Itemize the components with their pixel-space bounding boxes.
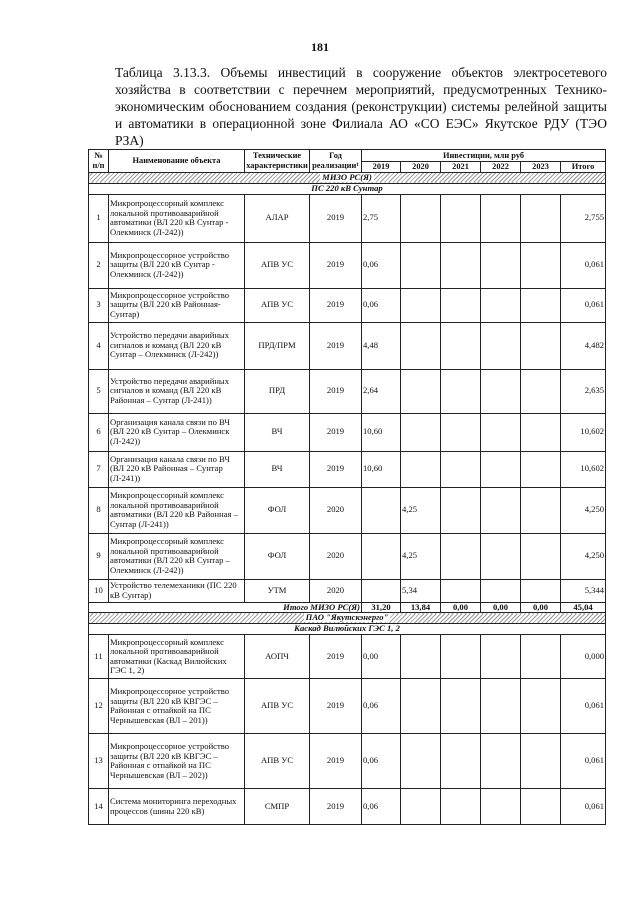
- row-object-name: Устройство телемеханики (ПС 220 кВ Сунтар): [109, 579, 245, 602]
- row-year: 2019: [310, 242, 362, 288]
- table-row: [89, 451, 606, 487]
- row-number: 9: [89, 533, 109, 579]
- row-value-2019: 0,00: [362, 635, 401, 679]
- row-value-2022: [481, 288, 521, 322]
- row-year: 2020: [310, 487, 362, 533]
- row-tech-spec: ФОЛ: [245, 487, 310, 533]
- row-number: 7: [89, 451, 109, 487]
- table-row: [89, 789, 606, 825]
- row-value-2020: 4,25: [401, 533, 441, 579]
- row-year: 2019: [310, 322, 362, 369]
- row-tech-spec: ВЧ: [245, 413, 310, 451]
- row-value-2021: [441, 288, 481, 322]
- row-year: 2019: [310, 679, 362, 734]
- row-value-2020: [401, 789, 441, 825]
- row-value-2022: [481, 451, 521, 487]
- header-total-col: Итого: [561, 162, 606, 173]
- row-year: 2019: [310, 451, 362, 487]
- row-value-2019: 10,60: [362, 451, 401, 487]
- row-value-2021: [441, 194, 481, 242]
- row-value-2023: [521, 413, 561, 451]
- row-object-name: Микропроцессорный комплекс локальной противоаварийной автоматики (ВЛ 220 кВ Сунтар – Олекминск (Л-242)): [109, 533, 245, 579]
- row-tech-spec: АПВ УС: [245, 288, 310, 322]
- row-value-2023: [521, 679, 561, 734]
- row-value-2020: 5,34: [401, 579, 441, 602]
- section-title: МИЗО РС(Я): [89, 172, 606, 183]
- totals-label: Итого МИЗО РС(Я): [89, 602, 362, 613]
- row-value-2020: [401, 194, 441, 242]
- row-year: 2019: [310, 369, 362, 413]
- table-row: [89, 288, 606, 322]
- header-investments: Инвестиции, млн руб: [362, 150, 606, 162]
- row-object-name: Микропроцессорный комплекс локальной противоаварийной автоматики (ВЛ 220 кВ Районная – Сунтар (Л-241)): [109, 487, 245, 533]
- row-value-2021: [441, 322, 481, 369]
- row-year: 2019: [310, 288, 362, 322]
- row-object-name: Устройство передачи аварийных сигналов и команд (ВЛ 220 кВ Районная – Сунтар (Л-241)): [109, 369, 245, 413]
- row-value-2023: [521, 579, 561, 602]
- row-value-2019: 0,06: [362, 734, 401, 789]
- totals-value: 0,00: [441, 602, 481, 613]
- row-total: 4,250: [561, 533, 606, 579]
- row-number: 12: [89, 679, 109, 734]
- row-number: 1: [89, 194, 109, 242]
- row-value-2021: [441, 789, 481, 825]
- row-total: 10,602: [561, 451, 606, 487]
- row-total: 0,061: [561, 789, 606, 825]
- header-year-col: 2019: [362, 162, 401, 173]
- row-value-2019: 4,48: [362, 322, 401, 369]
- row-value-2020: [401, 242, 441, 288]
- row-total: 4,482: [561, 322, 606, 369]
- row-value-2020: [401, 635, 441, 679]
- totals-value: 0,00: [481, 602, 521, 613]
- totals-value: 31,20: [362, 602, 401, 613]
- row-value-2021: [441, 734, 481, 789]
- row-year: 2019: [310, 194, 362, 242]
- row-object-name: Микропроцессорное устройство защиты (ВЛ 220 кВ Сунтар - Олекминск (Л-242)): [109, 242, 245, 288]
- row-total: 4,250: [561, 487, 606, 533]
- row-value-2023: [521, 635, 561, 679]
- row-value-2023: [521, 451, 561, 487]
- row-number: 5: [89, 369, 109, 413]
- header-year-col: 2021: [441, 162, 481, 173]
- table-row: [89, 242, 606, 288]
- row-total: 5,344: [561, 579, 606, 602]
- row-total: 0,061: [561, 679, 606, 734]
- investment-table: [88, 149, 606, 825]
- row-value-2019: 0,06: [362, 789, 401, 825]
- row-object-name: Организация канала связи по ВЧ (ВЛ 220 кВ Районная – Сунтар (Л-241)): [109, 451, 245, 487]
- row-value-2023: [521, 288, 561, 322]
- row-year: 2019: [310, 789, 362, 825]
- row-value-2022: [481, 369, 521, 413]
- row-value-2023: [521, 322, 561, 369]
- row-object-name: Микропроцессорное устройство защиты (ВЛ 220 кВ Районная-Сунтар): [109, 288, 245, 322]
- row-value-2019: 0,06: [362, 679, 401, 734]
- row-object-name: Микропроцессорное устройство защиты (ВЛ 220 кВ КВГЭС – Районная с отпайкой на ПС Чернышевская (ВЛ – 201)): [109, 679, 245, 734]
- totals-value: 45,04: [561, 602, 606, 613]
- row-tech-spec: ПРД/ПРМ: [245, 322, 310, 369]
- row-total: 2,755: [561, 194, 606, 242]
- row-value-2022: [481, 487, 521, 533]
- row-value-2020: [401, 679, 441, 734]
- row-value-2020: [401, 451, 441, 487]
- row-object-name: Устройство передачи аварийных сигналов и команд (ВЛ 220 кВ Сунтар – Олекминск (Л-242)): [109, 322, 245, 369]
- section-title: ПАО "Якутскэнерго": [89, 613, 606, 624]
- header-year-col: 2020: [401, 162, 441, 173]
- header-year: Год реализации¹: [310, 150, 362, 173]
- section-subtitle: ПС 220 кВ Сунтар: [89, 183, 606, 194]
- row-value-2019: 0,06: [362, 242, 401, 288]
- row-total: 0,061: [561, 734, 606, 789]
- row-value-2020: [401, 369, 441, 413]
- row-value-2022: [481, 679, 521, 734]
- table-row: [89, 322, 606, 369]
- row-value-2023: [521, 789, 561, 825]
- header-year-col: 2022: [481, 162, 521, 173]
- row-number: 3: [89, 288, 109, 322]
- row-object-name: Микропроцессорное устройство защиты (ВЛ 220 кВ КВГЭС – Районная с отпайкой на ПС Чернышевская (ВЛ – 202)): [109, 734, 245, 789]
- table-row: [89, 369, 606, 413]
- header-tech: Технические характеристики: [245, 150, 310, 173]
- row-value-2021: [441, 533, 481, 579]
- row-object-name: Организация канала связи по ВЧ (ВЛ 220 кВ Сунтар – Олекминск (Л-242)): [109, 413, 245, 451]
- row-value-2023: [521, 242, 561, 288]
- row-year: 2019: [310, 413, 362, 451]
- row-number: 8: [89, 487, 109, 533]
- row-value-2019: [362, 487, 401, 533]
- row-tech-spec: ПРД: [245, 369, 310, 413]
- table-row: [89, 579, 606, 602]
- row-number: 11: [89, 635, 109, 679]
- row-year: 2020: [310, 579, 362, 602]
- row-value-2022: [481, 635, 521, 679]
- row-value-2021: [441, 369, 481, 413]
- row-value-2021: [441, 487, 481, 533]
- header-name: Наименование объекта: [109, 150, 245, 173]
- row-object-name: Микропроцессорный комплекс локальной противоаварийной автоматики (ВЛ 220 кВ Сунтар - Олекминск (Л-242)): [109, 194, 245, 242]
- row-tech-spec: АПВ УС: [245, 242, 310, 288]
- row-value-2019: 0,06: [362, 288, 401, 322]
- row-value-2021: [441, 579, 481, 602]
- table-row: [89, 679, 606, 734]
- section-subtitle: Каскад Вилюйских ГЭС 1, 2: [89, 624, 606, 635]
- row-value-2022: [481, 734, 521, 789]
- row-number: 13: [89, 734, 109, 789]
- row-value-2022: [481, 413, 521, 451]
- row-value-2020: 4,25: [401, 487, 441, 533]
- row-object-name: Микропроцессорный комплекс локальной противоаварийной автоматики (Каскад Вилюйских ГЭС 1, 2): [109, 635, 245, 679]
- row-value-2022: [481, 533, 521, 579]
- header-num: № п/п: [89, 150, 109, 173]
- row-value-2022: [481, 322, 521, 369]
- row-value-2019: 10,60: [362, 413, 401, 451]
- row-value-2021: [441, 242, 481, 288]
- row-value-2022: [481, 194, 521, 242]
- row-value-2022: [481, 789, 521, 825]
- row-value-2019: [362, 579, 401, 602]
- totals-value: 13,84: [401, 602, 441, 613]
- table-caption: Таблица 3.13.3. Объемы инвестиций в сооружение объектов электросетевого хозяйства в соответствии с перечнем мероприятий, предусмотренных Технико-экономическим обоснованием создания (реконструкции) системы релейной защиты и автоматики в операционной зоне Филиала АО «СО ЕЭС» Якутское РДУ (ТЭО РЗА): [115, 65, 607, 148]
- row-value-2020: [401, 734, 441, 789]
- table-row: [89, 533, 606, 579]
- row-value-2020: [401, 322, 441, 369]
- row-value-2020: [401, 413, 441, 451]
- row-total: 10,602: [561, 413, 606, 451]
- row-tech-spec: АПВ УС: [245, 734, 310, 789]
- row-tech-spec: АЛАР: [245, 194, 310, 242]
- row-tech-spec: ВЧ: [245, 451, 310, 487]
- row-value-2021: [441, 413, 481, 451]
- row-value-2023: [521, 487, 561, 533]
- row-total: 2,635: [561, 369, 606, 413]
- row-tech-spec: СМПР: [245, 789, 310, 825]
- table-row: [89, 734, 606, 789]
- row-number: 10: [89, 579, 109, 602]
- row-number: 14: [89, 789, 109, 825]
- table-row: [89, 487, 606, 533]
- row-year: 2019: [310, 734, 362, 789]
- table-row: [89, 194, 606, 242]
- totals-row: [89, 602, 606, 613]
- page-number: 181: [311, 40, 329, 54]
- row-tech-spec: ФОЛ: [245, 533, 310, 579]
- table-row: [89, 413, 606, 451]
- table-header: [89, 150, 606, 173]
- row-value-2020: [401, 288, 441, 322]
- row-tech-spec: АОПЧ: [245, 635, 310, 679]
- totals-value: 0,00: [521, 602, 561, 613]
- row-value-2023: [521, 369, 561, 413]
- row-number: 2: [89, 242, 109, 288]
- row-value-2021: [441, 679, 481, 734]
- row-value-2023: [521, 533, 561, 579]
- row-year: 2019: [310, 635, 362, 679]
- row-year: 2020: [310, 533, 362, 579]
- row-value-2019: 2,64: [362, 369, 401, 413]
- row-total: 0,061: [561, 288, 606, 322]
- row-total: 0,000: [561, 635, 606, 679]
- table-row: [89, 635, 606, 679]
- row-tech-spec: УТМ: [245, 579, 310, 602]
- row-value-2019: 2,75: [362, 194, 401, 242]
- row-value-2021: [441, 635, 481, 679]
- row-value-2023: [521, 194, 561, 242]
- row-value-2021: [441, 451, 481, 487]
- row-number: 6: [89, 413, 109, 451]
- row-value-2022: [481, 579, 521, 602]
- row-number: 4: [89, 322, 109, 369]
- row-tech-spec: АПВ УС: [245, 679, 310, 734]
- row-total: 0,061: [561, 242, 606, 288]
- row-value-2022: [481, 242, 521, 288]
- header-year-col: 2023: [521, 162, 561, 173]
- row-object-name: Система мониторинга переходных процессов (шины 220 кВ): [109, 789, 245, 825]
- row-value-2019: [362, 533, 401, 579]
- row-value-2023: [521, 734, 561, 789]
